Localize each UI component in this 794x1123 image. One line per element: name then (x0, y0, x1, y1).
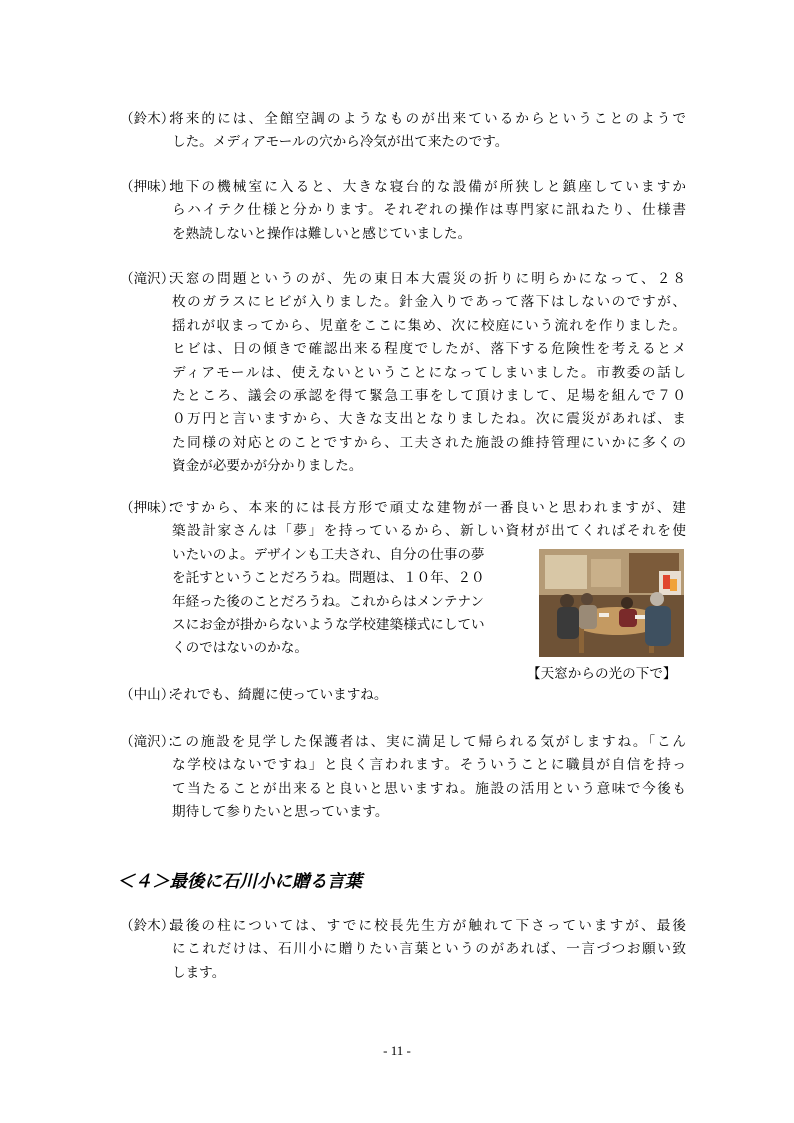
dialogue-line: 地下の機械室に入ると、大きな寝台的な設備が所狭しと鎮座していますか (170, 179, 686, 195)
dialogue-line: します。 (172, 964, 226, 981)
dialogue-line: ヒビは、日の傾きで確認出来る程度でしたが、落下する危険性を考えるとメ (172, 341, 686, 358)
dialogue-line: 揺れが収まってから、児童をここに集め、次に校庭にいう流れを作りました。 (172, 317, 686, 334)
dialogue-line: それでも、綺麗に使っていますね。 (170, 687, 388, 703)
speaker-label: （鈴木）： (120, 918, 182, 934)
speaker-label: （滝沢）： (120, 271, 182, 287)
dialogue-entry (120, 731, 686, 825)
page-number: - 11 - (383, 1043, 411, 1058)
dialogue-line: 期待して参りたいと思っています。 (172, 804, 389, 821)
meeting-photo (539, 549, 684, 657)
dialogue-entry (120, 176, 686, 246)
speaker-label: （中山）： (120, 687, 182, 703)
speaker-label: （鈴木）： (120, 111, 182, 127)
dialogue-line: らハイテク仕様と分かります。それぞれの操作は専門家に訊ねたり、仕様書 (172, 202, 686, 219)
dialogue-line: この施設を見学した保護者は、実に満足して帰られる気がしますね。「こん (170, 734, 686, 750)
dialogue-line: した。メディアモールの穴から冷気が出て来たのです。 (172, 134, 509, 151)
dialogue-entry (120, 915, 686, 985)
dialogue-line: たところ、議会の承認を得て緊急工事をして頂けまして、足場を組んで７０ (172, 388, 686, 405)
dialogue-entry (120, 268, 686, 479)
speaker-label: （押味）： (120, 500, 182, 516)
dialogue-line: スにお金が掛からないような学校建築様式にしてい (172, 617, 485, 634)
dialogue-line: 資金が必要かが分かりました。 (172, 458, 363, 475)
dialogue-line: を熟読しないと操作は難しいと感じていました。 (172, 225, 472, 242)
dialogue-line: 将来的には、全館空調のようなものが出来ているからということのようで (170, 111, 686, 127)
dialogue-line: くのではないのかな。 (172, 640, 308, 657)
speaker-label: （押味）： (120, 179, 182, 195)
photo-caption: 【天窓からの光の下で】 (527, 666, 677, 682)
dialogue-line: ですから、本来的には長方形で頑丈な建物が一番良いと思われますが、建 (170, 500, 686, 516)
dialogue-line: て当たることが出来ると良いと思いますね。施設の活用という意味で今後も (172, 780, 686, 797)
dialogue-line: ０万円と言いますから、大きな支出となりましたね。次に震災があれば、ま (172, 411, 686, 428)
dialogue-entry (120, 684, 686, 707)
dialogue-line: を託すということだろうね。問題は、１０年、２０ (172, 570, 485, 587)
dialogue-entry (120, 108, 686, 155)
dialogue-line: 天窓の問題というのが、先の東日本大震災の折りに明らかになって、２８ (170, 271, 686, 287)
dialogue-line: いたいのよ。デザインも工夫され、自分の仕事の夢 (172, 546, 485, 563)
dialogue-line: 築設計家さんは「夢」を持っているから、新しい資材が出てくればそれを使 (172, 523, 686, 540)
dialogue-line: 枚のガラスにヒビが入りました。針金入りであって落下はしないのですが、 (172, 294, 686, 311)
dialogue-line: 最後の柱については、すでに校長先生方が触れて下さっていますが、最後 (170, 918, 686, 934)
dialogue-line: た同様の対応とのことですから、工夫された施設の維持管理にいかに多くの (172, 434, 686, 451)
dialogue-line: 年経った後のことだろうね。これからはメンテナン (172, 593, 484, 610)
dialogue-line: ディアモールは、使えないということになってしまいました。市教委の話し (172, 364, 686, 381)
speaker-label: （滝沢）： (120, 734, 182, 750)
dialogue-line: にこれだけは、石川小に贈りたい言葉というのがあれば、一言づつお願い致 (172, 941, 686, 958)
section-heading: ＜４＞最後に石川小に贈る言葉 (117, 872, 362, 892)
dialogue-line: な学校はないですね」と良く言われます。そういうことに職員が自信を持っ (172, 757, 686, 774)
